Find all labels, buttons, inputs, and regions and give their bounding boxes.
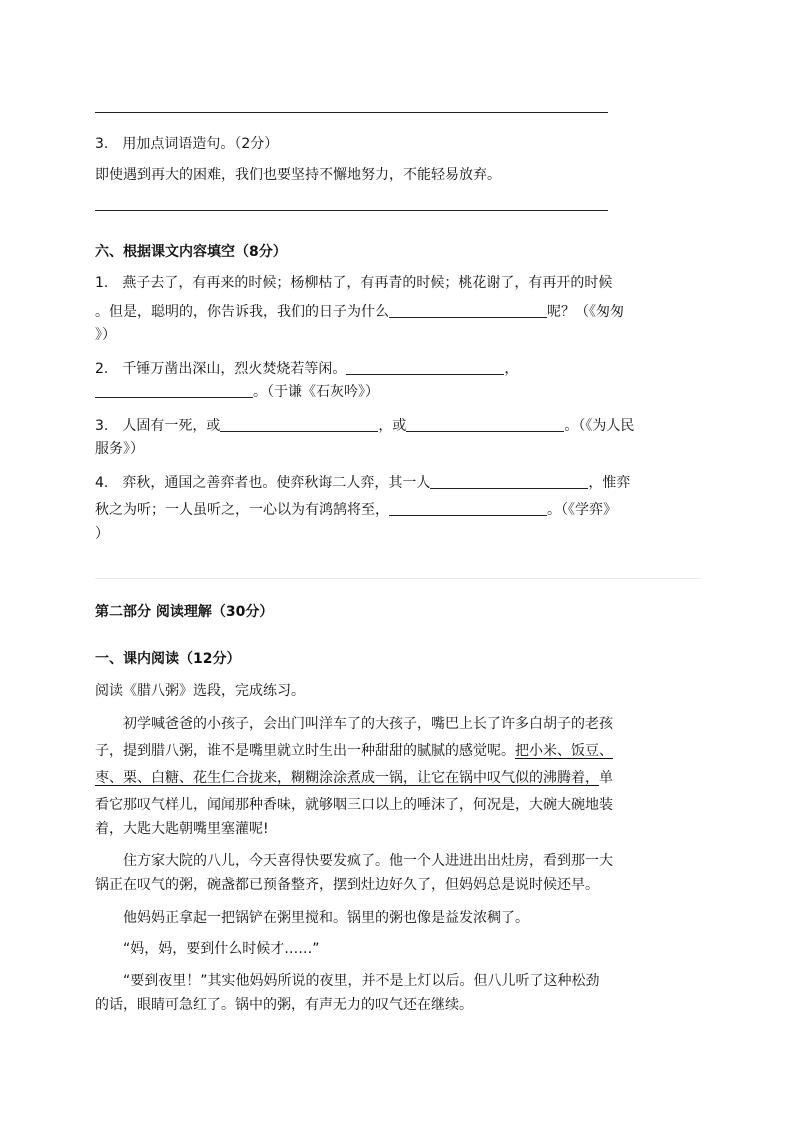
passage-line: 锅正在叹气的粥，碗盏都已预备整齐，摆到灶边好久了，但妈妈总是说时候还早。 <box>95 877 599 893</box>
text: 秋之为听；一人虽听之，一心以为有鸿鹄将至， <box>95 502 389 518</box>
text: 3. 人固有一死，或 <box>95 418 221 434</box>
fill-item-3-line-2: 服务》） <box>95 441 144 457</box>
fill-blank[interactable] <box>95 383 253 398</box>
passage-line: “妈，妈，要到什么时候才……” <box>95 941 320 957</box>
passage-line: 初学喊爸爸的小孩子，会出门叫洋车了的大孩子，嘴巴上长了许多白胡子的老孩 <box>95 716 613 732</box>
fill-item-2-line-1 <box>95 358 518 378</box>
fill-item-4-line-2 <box>95 499 617 519</box>
fill-blank[interactable] <box>430 474 588 489</box>
reading-section-heading: 一、课内阅读（12分） <box>95 651 241 667</box>
answer-line <box>95 210 608 211</box>
passage-line: 着，大匙大匙朝嘴里塞灌呢! <box>95 821 269 837</box>
fill-blank[interactable] <box>406 417 564 432</box>
passage-line <box>95 767 613 787</box>
passage-line: 他妈妈正拿起一把锅铲在粥里搅和。锅里的粥也像是益发浓稠了。 <box>95 910 529 926</box>
text: 4. 弈秋，通国之善弈者也。使弈秋诲二人弈，其一人 <box>95 475 431 491</box>
passage-line: 住方家大院的八儿，今天喜得快要发疯了。他一个人进进出出灶房，看到那一大 <box>95 853 613 869</box>
underlined-sentence: 枣、栗、白糖、花生仁合拢来，糊糊涂涂煮成一锅，让它在锅中叹气似的沸腾着， <box>95 770 599 786</box>
text: 。（《学弈》 <box>547 502 617 518</box>
fill-item-4-line-3: ） <box>95 526 109 542</box>
text: 2. 千锤万凿出深山，烈火焚烧若等闲。 <box>95 361 347 377</box>
underlined-sentence: 把小米、饭豆、 <box>515 743 613 759</box>
text: ，或 <box>378 418 407 434</box>
fill-blank[interactable] <box>346 360 504 375</box>
text: 。但是，聪明的，你告诉我，我们的日子为什么 <box>95 304 389 320</box>
text: ， <box>504 361 519 377</box>
text: 单 <box>599 770 613 786</box>
fill-blank[interactable] <box>220 417 378 432</box>
text: 呢？（《匆匆 <box>547 304 624 320</box>
section-6-heading: 六、根据课文内容填空（8分） <box>95 244 287 260</box>
reading-instructions: 阅读《腊八粥》选段，完成练习。 <box>95 683 305 699</box>
question-3-title: 3. 用加点词语造句。（2分） <box>95 136 279 152</box>
text: 。（《为人民 <box>564 418 635 434</box>
text: 。（于谦《石灰吟》） <box>253 384 379 400</box>
passage-line <box>95 740 613 760</box>
fill-item-2-line-2 <box>95 381 379 401</box>
part-2-heading: 第二部分 阅读理解（30分） <box>95 604 274 620</box>
answer-line <box>95 112 608 113</box>
question-3-sentence: 即使遇到再大的困难，我们也要坚持不懈地努力，不能轻易放弃。 <box>95 167 501 183</box>
fill-item-3-line-1 <box>95 415 634 435</box>
fill-item-1-line-1: 1. 燕子去了，有再来的时候；杨柳枯了，有再青的时候；桃花谢了，有再开的时候 <box>95 275 613 291</box>
section-divider <box>95 578 701 579</box>
fill-item-1-line-2 <box>95 301 624 321</box>
fill-item-4-line-1 <box>95 472 630 492</box>
passage-line: “要到夜里！”其实他妈妈所说的夜里，并不是上灯以后。但八儿听了这种松劲 <box>95 973 600 989</box>
passage-line: 的话，眼睛可急红了。锅中的粥，有声无力的叹气还在继续。 <box>95 997 473 1013</box>
passage-line: 看它那叹气样儿，闻闻那种香味，就够咽三口以上的唾沫了，何况是，大碗大碗地装 <box>95 797 613 813</box>
fill-blank[interactable] <box>389 501 547 516</box>
text: ，惟弈 <box>588 475 631 491</box>
text: 子，提到腊八粥，谁不是嘴里就立时生出一种甜甜的腻腻的感觉呢。 <box>95 743 515 759</box>
fill-item-1-line-3: 》） <box>95 327 116 343</box>
fill-blank[interactable] <box>389 303 547 318</box>
